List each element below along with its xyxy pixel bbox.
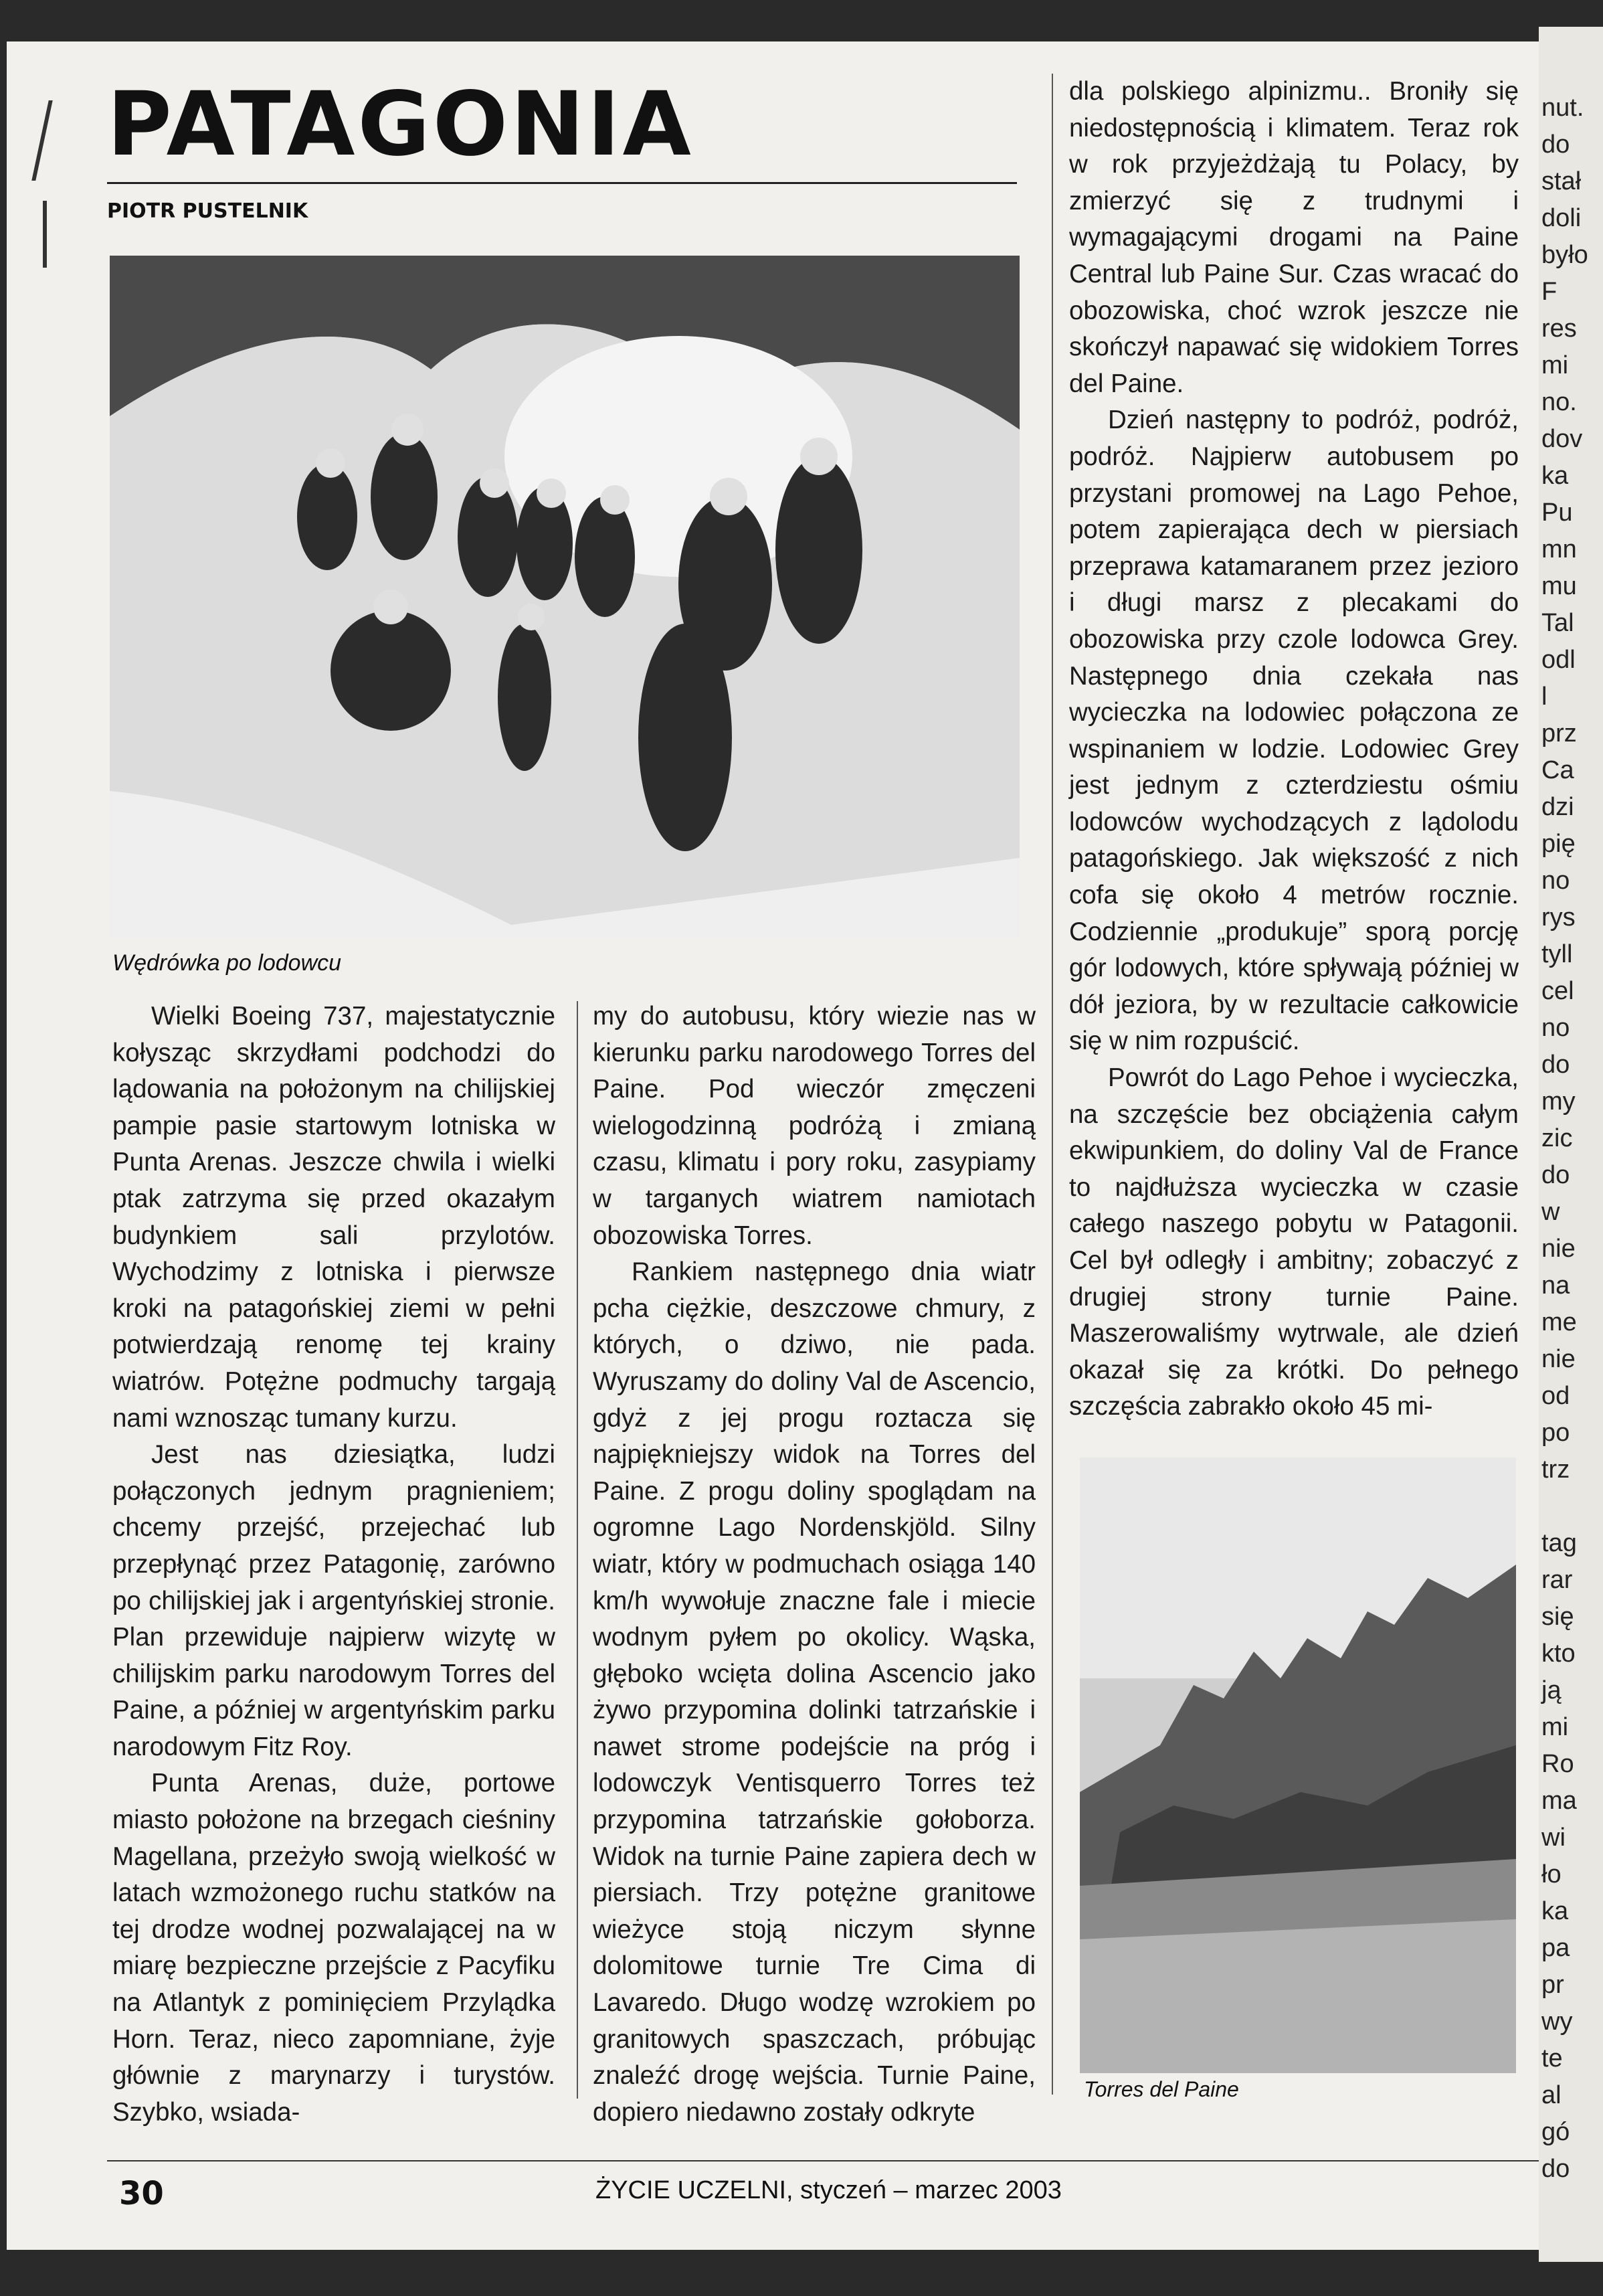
journal-footer: ŻYCIE UCZELNI, styczeń – marzec 2003: [595, 2176, 1062, 2204]
adjacent-page-line: F: [1541, 278, 1558, 306]
adjacent-page-line: Tal: [1541, 609, 1574, 637]
adjacent-page-line: Ro: [1541, 1750, 1574, 1778]
paragraph: Jest nas dziesiątka, ludzi połączonych jednym pragnieniem; chcemy przejść, przejechać lub przepłynąć przez Patagonię, zarówno po chilijskiej jak i argentyńskiej stronie. Plan przewiduje najpierw wizytę w chilijskim parku narodowym Torres del Paine, a później w argentyńskim parku narodowym Fitz Roy.: [112, 1440, 555, 1761]
adjacent-page-line: zic: [1541, 1124, 1573, 1152]
footer-rule: [107, 2160, 1539, 2161]
adjacent-page-line: ją: [1541, 1676, 1562, 1704]
torres-del-paine-photo: [1080, 1458, 1516, 2073]
adjacent-page-line: nut.: [1541, 94, 1584, 122]
adjacent-page-line: było: [1541, 241, 1588, 269]
column-1: [112, 998, 555, 2131]
adjacent-page-line: trz: [1541, 1455, 1570, 1484]
paragraph: Powrót do Lago Pehoe i wycieczka, na szczęście bez obciążenia całym ekwipunkiem, do doliny Val de France to najdłuższa wycieczka w czasie całego naszego pobytu w Patagonii. Cel był odległy i ambitny; zobaczyć z drugiej strony turnie Paine. Maszerowaliśmy wytrwale, ale dzień okazał się za krótki. Do pełnego szczęścia zabrakło około 45 mi-: [1069, 1063, 1519, 1421]
adjacent-page-line: się: [1541, 1603, 1574, 1631]
adjacent-page-line: ło: [1541, 1860, 1562, 1888]
paragraph: dla polskiego alpinizmu.. Broniły się niedostępnością i klimatem. Teraz rok w rok przyjeżdżają tu Polacy, by zmierzyć się z trudnymi i wymagającymi drogami na Paine Central lub Paine Sur. Czas wracać do obozowiska, choć wzrok jeszcze nie skończył napawać się widokiem Torres del Paine.: [1069, 77, 1519, 398]
adjacent-page-line: od: [1541, 1382, 1570, 1410]
adjacent-page-line: res: [1541, 315, 1577, 343]
adjacent-page-line: cel: [1541, 977, 1574, 1005]
adjacent-page-line: rys: [1541, 903, 1576, 932]
adjacent-page-line: ka: [1541, 1897, 1569, 1925]
adjacent-page-line: ka: [1541, 462, 1569, 490]
adjacent-page-line: po: [1541, 1419, 1570, 1447]
adjacent-page-line: te: [1541, 2044, 1563, 2072]
glacier-group-illustration: [110, 256, 1020, 938]
adjacent-page-line: na: [1541, 1271, 1570, 1300]
adjacent-page-line: stał: [1541, 167, 1582, 195]
glacier-group-photo: [110, 256, 1020, 938]
adjacent-page-line: Pu: [1541, 499, 1573, 527]
column-3: [1069, 74, 1519, 1425]
adjacent-page-line: no: [1541, 867, 1570, 895]
adjacent-page-line: odl: [1541, 646, 1576, 674]
photo1-caption: Wędrówka po lodowcu: [112, 950, 342, 976]
adjacent-page-line: pa: [1541, 1934, 1570, 1962]
adjacent-page-line: prz: [1541, 719, 1577, 747]
adjacent-page-line: rar: [1541, 1566, 1573, 1594]
adjacent-page-line: mi: [1541, 351, 1569, 379]
adjacent-page-line: mu: [1541, 572, 1577, 600]
adjacent-page-line: pię: [1541, 830, 1576, 858]
page-number: 30: [119, 2175, 164, 2212]
adjacent-page-line: do: [1541, 1161, 1570, 1189]
column-2: [593, 998, 1036, 2131]
adjacent-page-line: nie: [1541, 1345, 1576, 1373]
adjacent-page-line: gó: [1541, 2118, 1570, 2146]
adjacent-page-line: kto: [1541, 1640, 1576, 1668]
adjacent-page-line: wi: [1541, 1824, 1566, 1852]
adjacent-page-line: doli: [1541, 204, 1582, 232]
adjacent-page-line: al: [1541, 2081, 1562, 2109]
mountain-illustration: [1080, 1458, 1516, 2073]
paragraph: Dzień następny to podróż, podróż, podróż. Najpierw autobusem po przystani promowej na Lago Pehoe, potem zapierająca dech w piersiach przeprawa katamaranem przez jezioro i długi marsz z plecakami do obozowiska przy czole lodowca Grey. Następnego dnia czekała nas wycieczka na lodowiec połączona ze wspinaniem w lodzie. Lodowiec Grey jest jednym z czterdziestu ośmiu lodowców wychodzących z lądolodu patagońskiego. Jak większość z nich cofa się około 4 metrów rocznie. Codziennie „produkuje” sporą porcję gór lodowych, które spływają później w dół jeziora, by w rezultacie całkowicie się w nim rozpuścić.: [1069, 406, 1519, 1056]
adjacent-page-line: my: [1541, 1087, 1576, 1116]
adjacent-page-line: pr: [1541, 1971, 1564, 1999]
adjacent-page-line: tag: [1541, 1529, 1577, 1557]
adjacent-page-line: dov: [1541, 425, 1583, 453]
adjacent-page-line: do: [1541, 130, 1570, 159]
title-rule: [107, 182, 1017, 184]
adjacent-page-line: mn: [1541, 535, 1577, 563]
adjacent-page-line: mi: [1541, 1713, 1569, 1741]
margin-mark: [43, 201, 47, 268]
photo2-caption: Torres del Paine: [1084, 2077, 1239, 2101]
adjacent-page-line: wy: [1541, 2008, 1573, 2036]
paragraph: Punta Arenas, duże, portowe miasto położone na brzegach cieśniny Magellana, przeżyło swoją wielkość w latach wzmożonego ruchu statków na tej drodze wodnej pozwalającej na w miarę bezpieczne przejście z Pacyfiku na Atlantyk z pominięciem Przylądka Horn. Teraz, nieco zapomniane, żyje głównie z marynarzy i turystów. Szybko, wsiada-: [112, 1769, 555, 2127]
column-divider: [577, 1001, 578, 2099]
adjacent-page-line: no.: [1541, 388, 1577, 416]
paragraph: Wielki Boeing 737, majestatycznie kołysząc skrzydłami podchodzi do lądowania na położonym na chilijskiej pampie pasie startowym lotniska w Punta Arenas. Jeszcze chwila i wielki ptak zatrzyma się przed okazałym budynkiem sali przylotów. Wychodzimy z lotniska i pierwsze kroki na patagońskiej ziemi w pełni potwierdzają renomę tej krainy wiatrów. Potężne podmuchy targają nami wznosząc tumany kurzu.: [112, 1002, 555, 1433]
adjacent-page-line: dzi: [1541, 793, 1574, 821]
adjacent-page-edge: [1539, 27, 1603, 2262]
adjacent-page-line: ma: [1541, 1787, 1577, 1815]
column-divider: [1052, 74, 1053, 2095]
adjacent-page-line: do: [1541, 2155, 1570, 2183]
adjacent-page-line: Ca: [1541, 756, 1574, 784]
adjacent-page-line: nie: [1541, 1235, 1576, 1263]
adjacent-page-line: no: [1541, 1014, 1570, 1042]
article-author: PIOTR PUSTELNIK: [107, 199, 308, 223]
article-title: PATAGONIA: [107, 73, 694, 176]
adjacent-page-line: me: [1541, 1308, 1577, 1336]
adjacent-page-line: do: [1541, 1051, 1570, 1079]
paragraph: my do autobusu, który wiezie nas w kierunku parku narodowego Torres del Paine. Pod wieczór zmęczeni wielogodzinną podróżą i zmianą czasu, klimatu i pory roku, zasypiamy w targanych wiatrem namiotach obozowiska Torres.: [593, 1002, 1036, 1250]
adjacent-page-line: tyll: [1541, 940, 1573, 968]
adjacent-page-line: w: [1541, 1198, 1560, 1226]
paragraph: Rankiem następnego dnia wiatr pcha ciężkie, deszczowe chmury, z których, o dziwo, nie pada. Wyruszamy do doliny Val de Ascencio, gdyż z jej progu roztacza się najpiękniejszy widok na Torres del Paine. Z progu doliny spoglądam na ogromne Lago Nordenskjöld. Silny wiatr, który w podmuchach osiąga 140 km/h wywołuje znaczne fale i miecie wodnym pyłem po okolicy. Wąska, głęboko wcięta dolina Ascencio jako żywo przypomina dolinki tatrzańskie i nawet strome podejście na próg i lodowczyk Ventisquerro Torres też przypomina tatrzańskie gołoborza. Widok na turnie Paine zapiera dech w piersiach. Trzy potężne granitowe wieżyce stoją niczym słynne dolomitowe turnie Tre Cima di Lavaredo. Długo wodzę wzrokiem po granitowych spaszczach, próbując znaleźć drogę wejścia. Turnie Paine, dopiero niedawno zostały odkryte: [593, 1257, 1036, 2127]
adjacent-page-line: l: [1541, 683, 1547, 711]
